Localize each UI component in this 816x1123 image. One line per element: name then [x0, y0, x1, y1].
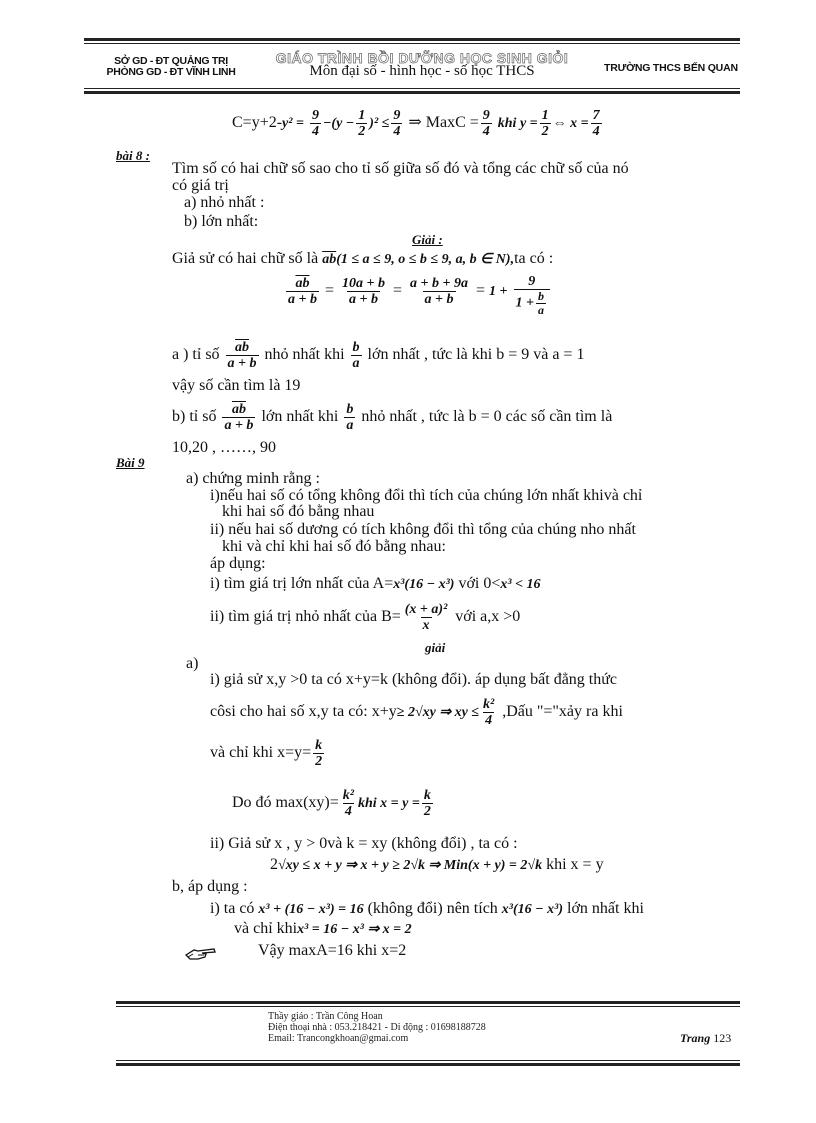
- fraction: 9 1 + $\frac{b}{a}$: [514, 274, 550, 317]
- footer-teacher: Thầy giáo : Trần Công Hoan: [268, 1011, 383, 1022]
- header-subtitle: Môn đại số - hình học - số học THCS: [309, 63, 535, 79]
- fraction: $\frac{10a + b}{a + b}$: [342, 276, 385, 307]
- eq-math: ⇔ x =: [552, 116, 589, 132]
- solution-i-line3: [210, 738, 326, 769]
- sol-text: ,Dấu "="xảy ra khi: [502, 703, 623, 721]
- solution-i-line4: [232, 788, 435, 819]
- b9-ii-line2: khi và chỉ khi hai số đó bằng nhau:: [222, 538, 446, 555]
- giai2-label: giải: [425, 640, 446, 655]
- gs-text: Giả sử có hai chữ số là: [172, 250, 319, 267]
- sol-text: và chỉ khi x=y=: [210, 744, 312, 762]
- pb-text: nhỏ nhất , tức là b = 0 các số cần tìm là: [361, 408, 613, 426]
- pb-text: b) tỉ số: [172, 408, 217, 426]
- fraction: $\frac{7}{4}$: [592, 108, 600, 139]
- footer-info: [268, 1011, 486, 1044]
- fraction: $\frac{b}{a}$: [346, 402, 354, 433]
- footer-phone: Điện thoại nhà : 053.218421 - Di động : 01698188728: [268, 1022, 486, 1033]
- sol-text: Do đó max(xy)=: [232, 794, 339, 812]
- eq-text: ⇒ MaxC =: [408, 114, 479, 132]
- bai8-label: bài 8 :: [116, 148, 150, 163]
- header-rule-bottom-thick: [84, 91, 740, 94]
- final-answer: Vậy maxA=16 khi x=2: [258, 942, 407, 959]
- sol-math: x³ = 16 − x³ ⇒ x = 2: [297, 922, 412, 937]
- task-text: ii) tìm giá trị nhỏ nhất của B=: [210, 608, 401, 626]
- gs-text: ta có :: [514, 250, 554, 267]
- part-a-answer: vậy số cần tìm là 19: [172, 377, 301, 394]
- sol-text: và chỉ khi: [234, 920, 298, 937]
- eq-math: 1 +: [489, 284, 508, 300]
- solution-i-line1: i) giả sử x,y >0 ta có x+y=k (không đổi). áp dụng bất đẳng thức: [210, 671, 618, 688]
- fraction: $\frac{\text{k²}}{4}$: [482, 697, 495, 728]
- sol-math: x³(16 − x³): [501, 902, 563, 917]
- fraction: $\frac{9}{4}$: [482, 108, 490, 139]
- b9-i-line1: i)nếu hai số có tổng không đổi thì tích của chúng lớn nhất khivà chỉ: [210, 487, 643, 504]
- fraction: $\frac{9}{4}$: [393, 108, 401, 139]
- fraction: $\frac{\text{(x + a)²}}{x}$: [404, 602, 448, 633]
- fraction: $\frac{9}{4}$: [311, 108, 319, 139]
- eq-math: −(y −: [322, 116, 355, 132]
- pb-text: lớn nhất khi: [261, 408, 339, 426]
- task-text: với a,x >0: [455, 608, 521, 626]
- sol-text: 2: [270, 856, 278, 873]
- fraction: $\frac{1}{2}$: [541, 108, 549, 139]
- fraction: $\frac{\overline{ab}}{a + b}$: [227, 340, 257, 371]
- bai8-option-b: b) lớn nhất:: [184, 213, 259, 230]
- sol-math: ≥ 2√xy ⇒ xy ≤: [396, 705, 479, 721]
- fraction: $\frac{a + b + 9a}{a + b}$: [410, 276, 468, 307]
- sol-text: (không đổi) nên tích: [367, 900, 498, 917]
- solution-ii-line2: [270, 856, 604, 875]
- solution-b-i-line1: [210, 900, 644, 919]
- task-math: x³ < 16: [500, 577, 541, 592]
- footer-email: Email: Trancongkhoan@gmai.com: [268, 1033, 409, 1044]
- fraction: $\frac{\overline{ab}}{a + b}$: [224, 402, 254, 433]
- footer-rule-bottom-thin: [116, 1060, 740, 1061]
- fraction: $\frac{\overline{ab}}{a + b}$: [288, 276, 317, 307]
- max-c-equation: [232, 108, 604, 139]
- ab-overline: $\overline{ab}$: [322, 252, 337, 267]
- header-title: GIÁO TRÌNH BỒI DƯỠNG HỌC SINH GIỎI: [275, 50, 569, 66]
- bai8-option-a: a) nhỏ nhất :: [184, 194, 265, 211]
- b9-a: a) chứng minh rằng :: [186, 470, 320, 487]
- solution-i-line2: [210, 697, 623, 728]
- header-right: TRƯỜNG THCS BẾN QUAN: [604, 62, 738, 74]
- header-left-line1: SỞ GD - ĐT QUẢNG TRỊ: [114, 55, 228, 67]
- header-left-line2: PHÒNG GD - ĐT VĨNH LINH: [106, 66, 236, 78]
- b9-ap-dung: áp dụng:: [210, 555, 266, 572]
- solution-a: a): [186, 655, 199, 672]
- sol-math: khi x = y =: [357, 796, 420, 812]
- fraction: $\frac{b}{a}$: [352, 340, 360, 371]
- eq-text: C=y+2-: [232, 114, 283, 132]
- eq-math: y² =: [282, 116, 304, 132]
- eq-math: khi y =: [497, 116, 538, 132]
- footer-rule-bottom-thick: [116, 1063, 740, 1066]
- fraction: $\frac{k}{2}$: [423, 788, 431, 819]
- solution-b-i-line2: [234, 920, 412, 939]
- ratio-equation: $\frac{\overline{ab}}{a + b}$ = $\frac{10a + b}{a + b}$ = $\frac{a + b + 9a}{a + b}$ = 1 + 9 1 + $\frac{b}{a}$: [284, 276, 552, 317]
- bai9-label: Bài 9: [116, 455, 145, 470]
- fraction: $\frac{k}{2}$: [315, 738, 323, 769]
- b9-i-line2: khi hai số đó bằng nhau: [222, 503, 375, 520]
- page-number: [680, 1031, 731, 1046]
- b9-task-A: [210, 575, 541, 594]
- fraction: $\frac{\text{k²}}{4}$: [342, 788, 354, 819]
- header-left: [96, 56, 246, 78]
- bai8-statement-line2: có giá trị: [172, 177, 229, 194]
- task-text: i) tìm giá trị lớn nhất của A=: [210, 575, 394, 592]
- part-b-line: [172, 402, 612, 433]
- part-b-answer: 10,20 , ……, 90: [172, 439, 276, 456]
- solution-ii-line1: ii) Giả sử x , y > 0và k = xy (không đổi) , ta có :: [210, 835, 518, 852]
- page-num: 123: [713, 1031, 732, 1045]
- footer-rule-top-thick: [116, 1001, 740, 1004]
- pointing-hand-icon: [184, 944, 220, 962]
- sol-text: côsi cho hai số x,y ta có: x+y: [210, 703, 397, 721]
- solution-b: b, áp dụng :: [172, 878, 248, 895]
- header-rule-top-thick: [84, 38, 740, 41]
- pa-text: a ) tỉ số: [172, 346, 220, 364]
- b9-task-B: [210, 602, 520, 633]
- pa-text: nhỏ nhất khi: [264, 346, 345, 364]
- gia-su-line: [172, 250, 553, 269]
- header-rule-top-thin: [84, 43, 740, 44]
- pa-text: lớn nhất , tức là khi b = 9 và a = 1: [367, 346, 585, 364]
- sol-math: x³ + (16 − x³) = 16: [258, 902, 364, 917]
- gs-condition: (1 ≤ a ≤ 9, o ≤ b ≤ 9, a, b ∈ N),: [336, 252, 515, 267]
- bai8-statement-line1: Tìm số có hai chữ số sao cho tỉ số giữa số đó và tổng các chữ số của nó: [172, 160, 629, 177]
- giai-label: Giải :: [412, 232, 443, 247]
- part-a-line: [172, 340, 584, 371]
- task-text: với 0<: [458, 575, 501, 592]
- sol-text: i) ta có: [210, 900, 255, 917]
- eq-math: )² ≤: [369, 116, 390, 132]
- page-word: Trang: [680, 1031, 711, 1045]
- footer-rule-top-thin: [116, 1006, 740, 1007]
- task-math: x³(16 − x³): [393, 577, 455, 592]
- b9-ii-line1: ii) nếu hai số dương có tích không đổi thì tổng của chúng nho nhất: [210, 521, 636, 538]
- header-rule-bottom-thin: [84, 88, 740, 89]
- sol-math: √xy ≤ x + y ⇒ x + y ≥ 2√k ⇒ Min(x + y) = 2√k: [278, 858, 543, 873]
- sol-text: lớn nhất khi: [567, 900, 644, 917]
- sol-text: khi x = y: [546, 856, 604, 873]
- fraction: $\frac{1}{2}$: [358, 108, 366, 139]
